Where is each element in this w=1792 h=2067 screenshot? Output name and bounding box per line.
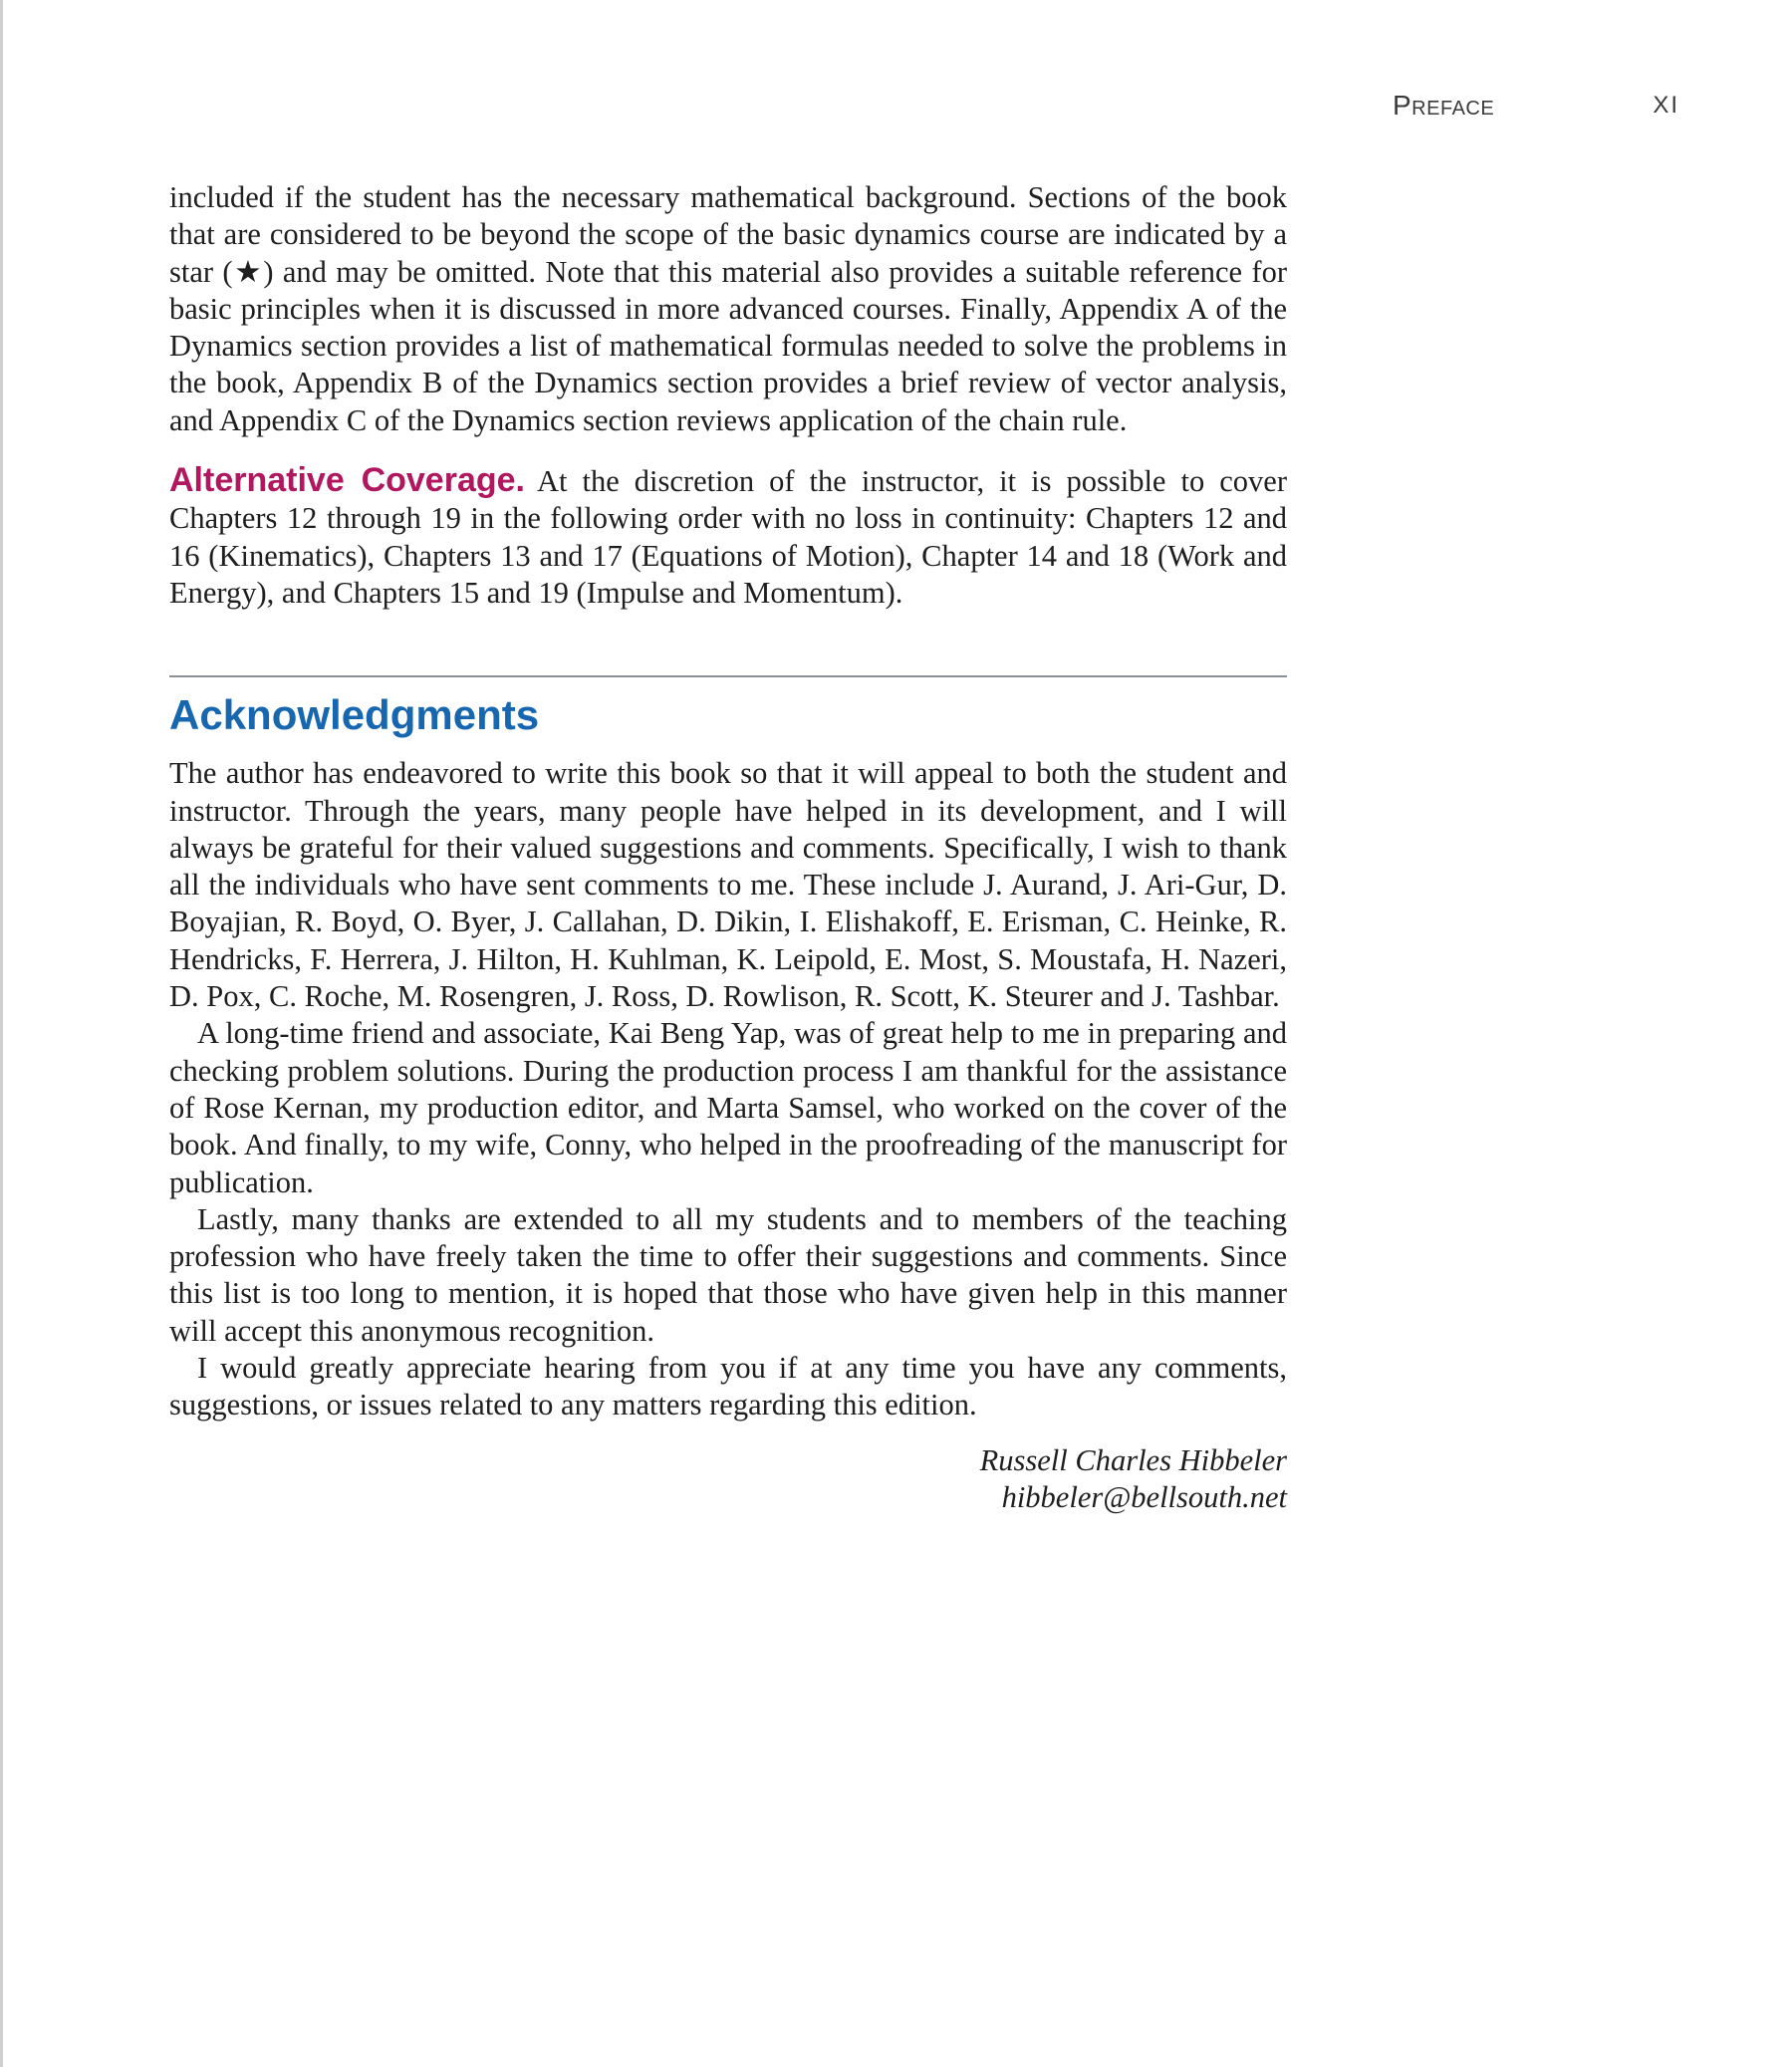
running-head bbox=[1393, 90, 1679, 126]
alternative-coverage-heading: Alternative Coverage. bbox=[169, 461, 525, 500]
signature-block bbox=[169, 1442, 1287, 1517]
alternative-coverage-text: At the discretion of the instructor, it is possible to cover Chapters 12 through 19 in the following order with no loss in continuity: Chapters 12 and 16 (Kinematics), Chapters 13 and 17 (Equations of Motion), Chapter 14 and 18 (Work and Energy), and Chapters 15 and 19 (Impulse and Momentum). bbox=[169, 464, 1287, 610]
signature-name: Russell Charles Hibbeler bbox=[979, 1442, 1287, 1477]
running-head-label: Preface bbox=[1393, 90, 1495, 121]
page-number: XI bbox=[1653, 92, 1679, 119]
acknowledgments-paragraph-1: The author has endeavored to write this book so that it will appeal to both the student and instructor. Through the years, many people have helped in its development, and I will always be grateful for their valued suggestions and comments. Specifically, I wish to thank all the individuals who have sent comments to me. These include J. Aurand, J. Ari-Gur, D. Boyajian, R. Boyd, O. Byer, J. Callahan, D. Dikin, I. Elishakoff, E. Erisman, C. Heinke, R. Hendricks, F. Herrera, J. Hilton, H. Kuhlman, K. Leipold, E. Most, S. Moustafa, H. Nazeri, D. Pox, C. Roche, M. Rosengren, J. Ross, D. Rowlison, R. Scott, K. Steurer and J. Tashbar. bbox=[169, 756, 1287, 1014]
page-edge bbox=[0, 0, 3, 2067]
acknowledgments-title: Acknowledgments bbox=[169, 691, 540, 739]
acknowledgments-paragraph-2: A long-time friend and associate, Kai Beng Yap, was of great help to me in preparing and checking problem solutions. During the production process I am thankful for the assistance of Rose Kernan, my production editor, and Marta Samsel, who worked on the cover of the book. And finally, to my wife, Conny, who helped in the proofreading of the manuscript for publication. bbox=[169, 1016, 1287, 1199]
section-divider bbox=[169, 675, 1287, 677]
signature-email: hibbeler@bellsouth.net bbox=[1001, 1479, 1287, 1514]
text-column bbox=[169, 179, 1287, 1516]
alternative-coverage-paragraph bbox=[169, 462, 1287, 612]
intro-paragraph: included if the student has the necessary mathematical background. Sections of the book that are considered to be beyond the scope of the basic dynamics course are indicated by a star (★) and may be omitted. Note that this material also provides a suitable reference for basic principles when it is discussed in more advanced courses. Finally, Appendix A of the Dynamics section provides a list of mathematical formulas needed to solve the problems in the book, Appendix B of the Dynamics section provides a brief review of vector analysis, and Appendix C of the Dynamics section reviews application of the chain rule. bbox=[169, 180, 1287, 437]
acknowledgments-paragraph-4: I would greatly appreciate hearing from you if at any time you have any comments, suggestions, or issues related to any matters regarding this edition. bbox=[169, 1351, 1287, 1422]
acknowledgments-paragraph-3: Lastly, many thanks are extended to all my students and to members of the teaching profession who have freely taken the time to offer their suggestions and comments. Since this list is too long to mention, it is hoped that those who have given help in this manner will accept this anonymous recognition. bbox=[169, 1201, 1287, 1348]
